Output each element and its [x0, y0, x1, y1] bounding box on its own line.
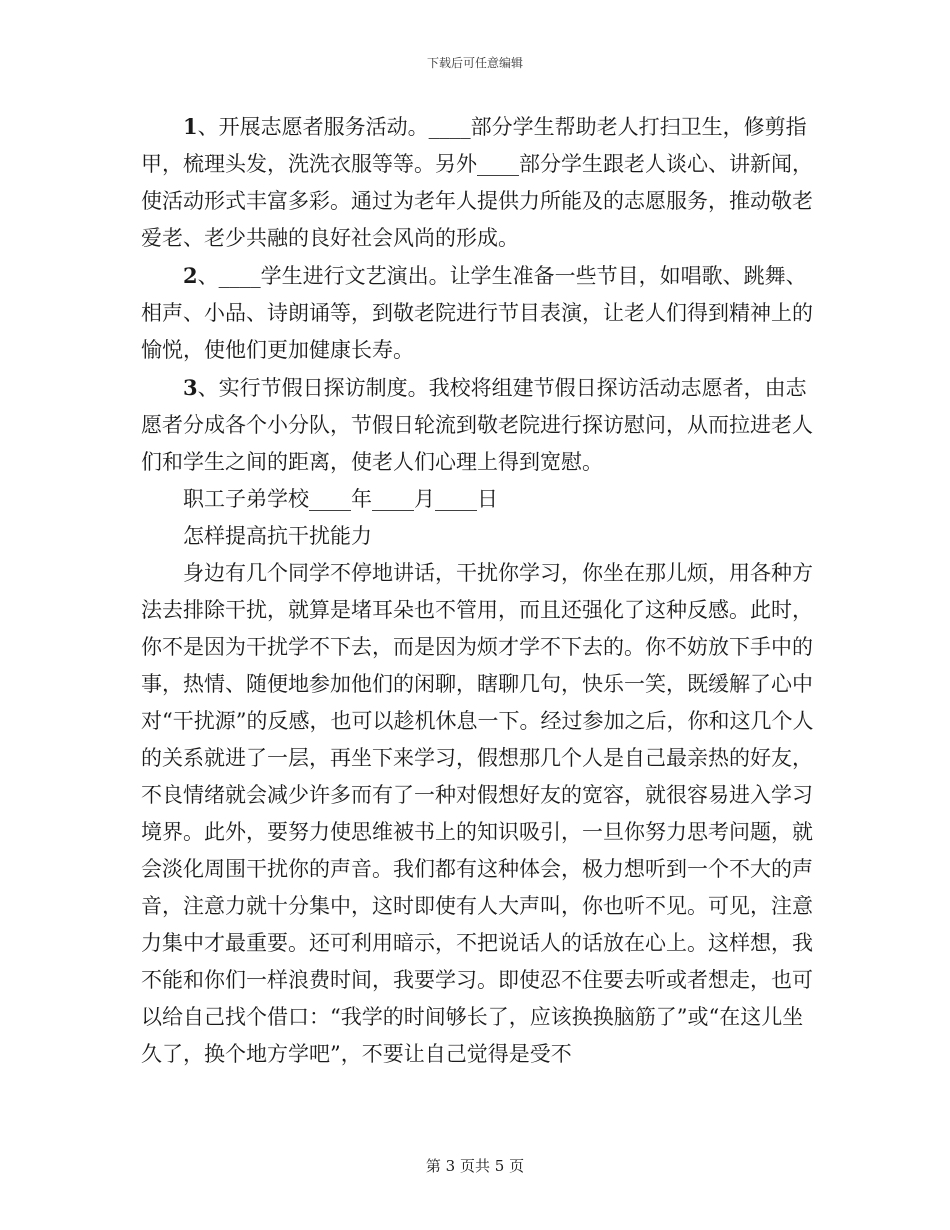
section-title: 怎样提高抗干扰能力 [183, 524, 372, 548]
list-item-text: 、开展志愿者服务活动。____部分学生帮助老人打扫卫生，修剪指甲，梳理头发，洗洗衣服等等。另外____部分学生跟老人谈心、讲新闻，使活动形式丰富多彩。通过为老年人提供力所能及的志愿服务，推动敬老爱老、老少共融的良好社会风尚的形成。 [141, 115, 813, 250]
list-item-number: 3 [183, 375, 198, 400]
list-item-number: 1 [183, 114, 198, 139]
body-paragraph: 身边有几个同学不停地讲话，干扰你学习，你坐在那儿烦，用各种方法去排除干扰，就算是堵耳朵也不管用，而且还强化了这种反感。此时，你不是因为干扰学不下去，而是因为烦才学不下去的。你不妨放下手中的事，热情、随便地参加他们的闲聊，瞎聊几句，快乐一笑，既缓解了心中对“干扰源”的反感，也可以趁机休息一下。经过参加之后，你和这几个人的关系就进了一层，再坐下来学习，假想那几个人是自己最亲热的好友，不良情绪就会减少许多而有了一种对假想好友的宽容，就很容易进入学习境界。此外，要努力使思维被书上的知识吸引，一旦你努力思考问题，就会淡化周围干扰你的声音。我们都有这种体会，极力想听到一个不大的声音，注意力就十分集中，这时即使有人大声叫，你也听不见。可见，注意力集中才最重要。还可利用暗示，不把说话人的话放在心上。这样想，我不能和你们一样浪费时间，我要学习。即使忍不住要去听或者想走，也可以给自己找个借口：“我学的时间够长了，应该换换脑筋了”或“在这儿坐久了，换个地方学吧”，不要让自己觉得是受不 [141, 561, 814, 1066]
list-item-3 [141, 369, 817, 481]
document-body [141, 108, 817, 1073]
list-item-2 [141, 257, 817, 369]
list-item-text: 、实行节假日探访制度。我校将组建节假日探访活动志愿者，由志愿者分成各个小分队，节假日轮流到敬老院进行探访慰问，从而拉进老人们和学生之间的距离，使老人们心理上得到宽慰。 [141, 376, 813, 474]
page-footer: 第 3 页共 5 页 [425, 1157, 525, 1175]
list-item-1 [141, 108, 817, 257]
list-item-text: 、____学生进行文艺演出。让学生准备一些节目，如唱歌、跳舞、相声、小品、诗朗诵等，到敬老院进行节目表演，让老人们得到精神上的愉悦，使他们更加健康长寿。 [141, 264, 813, 362]
signature-line: 职工子弟学校____年____月____日 [183, 487, 498, 511]
list-item-number: 2 [183, 263, 198, 288]
page-header: 下载后可任意编辑 [426, 56, 523, 70]
